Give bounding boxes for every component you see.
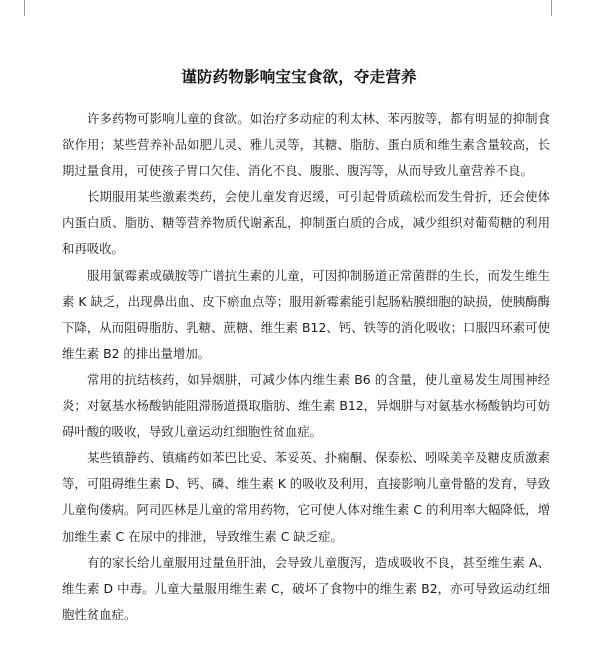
page-corner-mark-right: [551, 0, 576, 16]
paragraph: 服用氯霉素或磺胺等广谱抗生素的儿童，可因抑制肠道正常菌群的生长，而发生维生素 K 缺乏，出现鼻出血、皮下瘀血点等；服用新霉素能引起肠粘膜细胞的缺损，使胰酶酶下降，从而阻碍脂肪、乳糖、蔗糖、维生素 B12、钙、铁等的消化吸收；口服四环素可使维生素 B2 的排出量增加。: [62, 267, 550, 361]
paragraph: 许多药物可影响儿童的食欲。如治疗多动症的利太林、苯丙胺等，都有明显的抑制食欲作用；某些营养补品如肥儿灵、雅儿灵等，其糖、脂肪、蛋白质和维生素含量较高，长期过量食用，可使孩子胃口欠佳、消化不良、腹胀、腹泻等，从而导致儿童营养不良。: [62, 111, 550, 179]
paragraph: 常用的抗结核药，如异烟肼，可减少体内维生素 B6 的含量，使儿童易发生周围神经炎；对氨基水杨酸钠能阻滞肠道摄取脂肪、维生素 B12，异烟肼与对氨基水杨酸钠均可妨碍叶酸的吸收，导致儿童运动红细胞性贫血症。: [62, 371, 550, 440]
paragraph: 有的家长给儿童服用过量鱼肝油，会导致儿童腹泻，造成吸收不良，甚至维生素 A、维生素 D 中毒。儿童大量服用维生素 C，破坏了食物中的维生素 B2，亦可导致运动红细胞性贫血症。: [62, 554, 550, 622]
page-corner-mark-left: [0, 0, 25, 16]
document-title: 谨防药物影响宝宝食欲，夺走营养: [181, 67, 417, 86]
document-body: [62, 106, 550, 628]
paragraph: 长期服用某些激素类药，会使儿童发育迟缓，可引起骨质疏松而发生骨折，还会使体内蛋白质、脂肪、糖等营养物质代谢紊乱，抑制蛋白质的合成，减少组织对葡萄糖的利用和再吸收。: [62, 189, 550, 257]
paragraph: 某些镇静药、镇痛药如苯巴比妥、苯妥英、扑痫酮、保泰松、吲哚美辛及糖皮质激素等，可阻碍维生素 D、钙、磷、维生素 K 的吸收及利用，直接影响儿童骨骼的发育，导致儿童佝偻病。阿司匹林是儿童的常用药物，它可使人体对维生素 C 的利用率大幅降低，增加维生素 C 在尿中的排泄，导致维生素 C 缺乏症。: [62, 450, 550, 544]
